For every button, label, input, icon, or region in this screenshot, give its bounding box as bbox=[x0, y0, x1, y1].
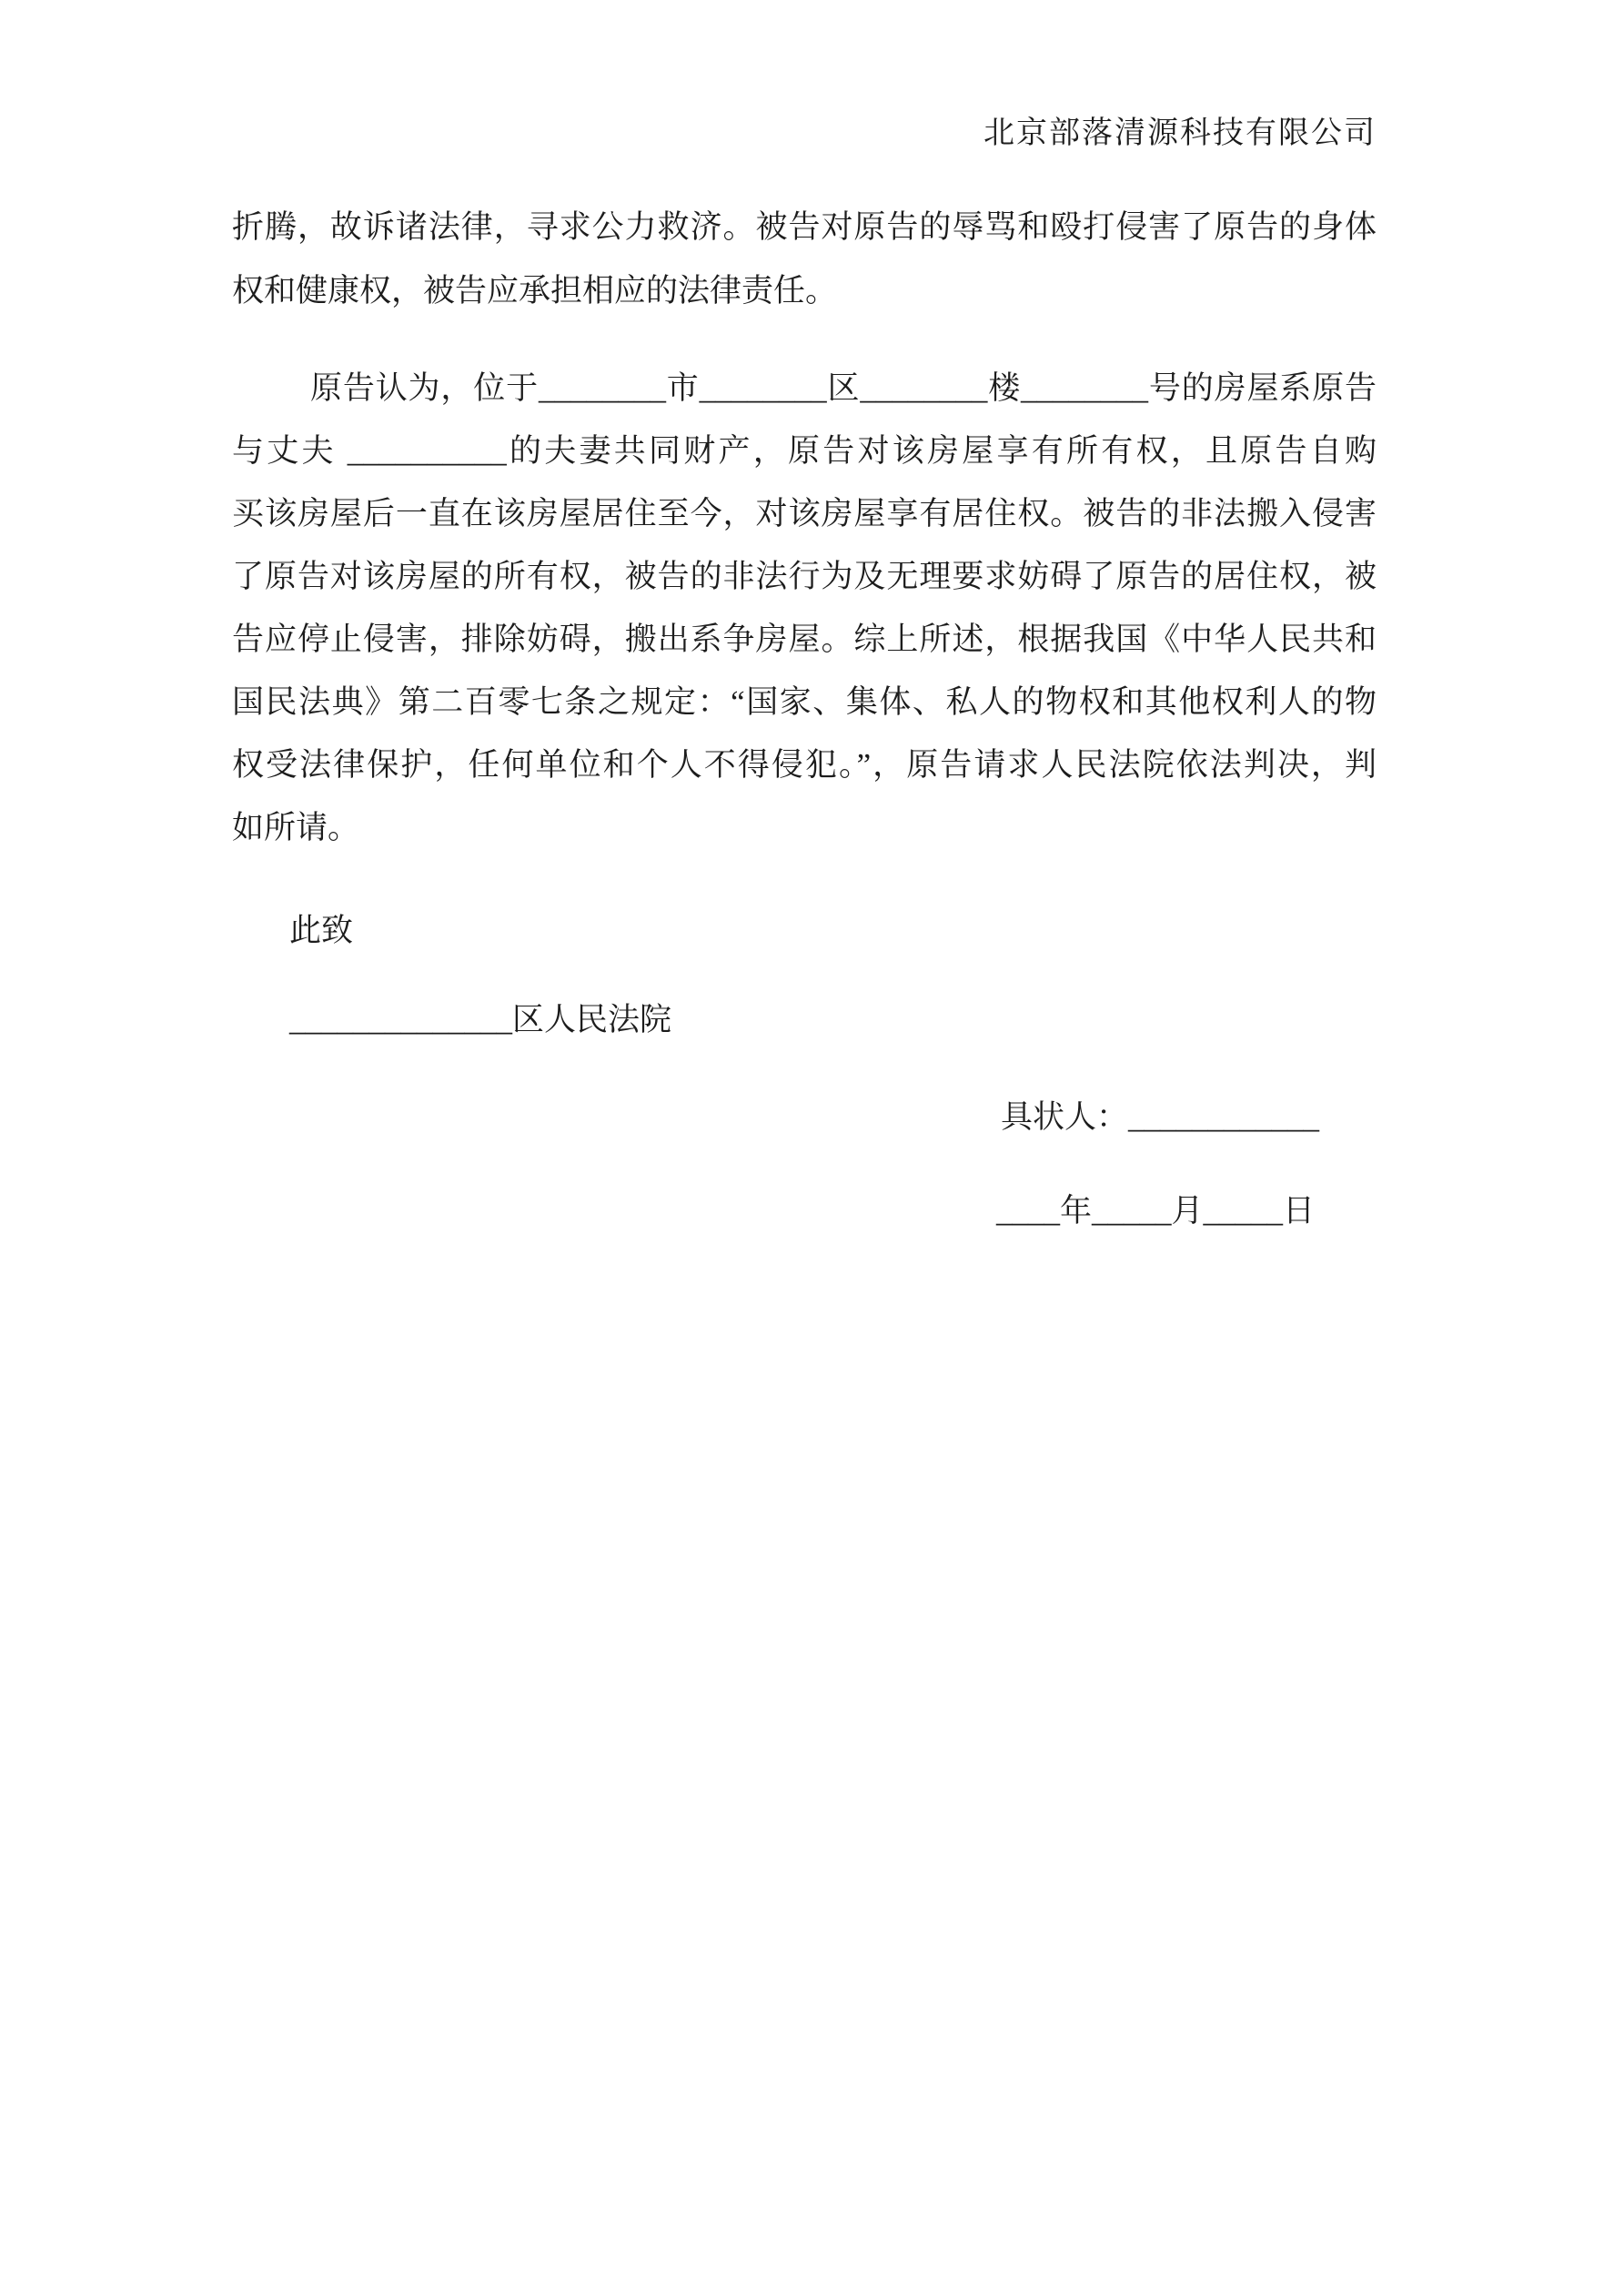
body-line: 国民法典》第二百零七条之规定：“国家、集体、私人的物权和其他权利人的物 bbox=[232, 684, 1377, 720]
body-line: 权受法律保护，任何单位和个人不得侵犯。”，原告请求人民法院依法判决，判 bbox=[232, 747, 1377, 783]
date-line: ____年_____月_____日 bbox=[995, 1193, 1315, 1229]
company-header: 北京部落清源科技有限公司 bbox=[983, 116, 1377, 150]
body-line: 如所请。 bbox=[232, 810, 360, 845]
body-line: 了原告对该房屋的所有权，被告的非法行为及无理要求妨碍了原告的居住权，被 bbox=[232, 559, 1377, 594]
paragraph-claim bbox=[232, 357, 1377, 859]
body-line: 买该房屋后一直在该房屋居住至今，对该房屋享有居住权。被告的非法搬入侵害 bbox=[232, 496, 1377, 531]
body-line-with-blanks: 原告认为，位于________市________区________楼________号的房屋系原告 bbox=[310, 370, 1377, 406]
body-line: 告应停止侵害，排除妨碍，搬出系争房屋。综上所述，根据我国《中华人民共和 bbox=[232, 622, 1377, 657]
closing-salute: 此致 bbox=[289, 913, 354, 948]
paragraph-continuation bbox=[232, 196, 1377, 323]
court-name-line: ______________区人民法院 bbox=[289, 1002, 672, 1037]
body-line: 权和健康权，被告应承担相应的法律责任。 bbox=[232, 273, 838, 308]
submitter-signature-line: 具状人：____________ bbox=[1000, 1099, 1319, 1135]
body-line: 折腾，故诉诸法律，寻求公力救济。被告对原告的辱骂和殴打侵害了原告的身体 bbox=[232, 209, 1377, 245]
body-line-with-blanks: 与丈夫 __________的夫妻共同财产，原告对该房屋享有所有权，且原告自购 bbox=[232, 433, 1377, 469]
